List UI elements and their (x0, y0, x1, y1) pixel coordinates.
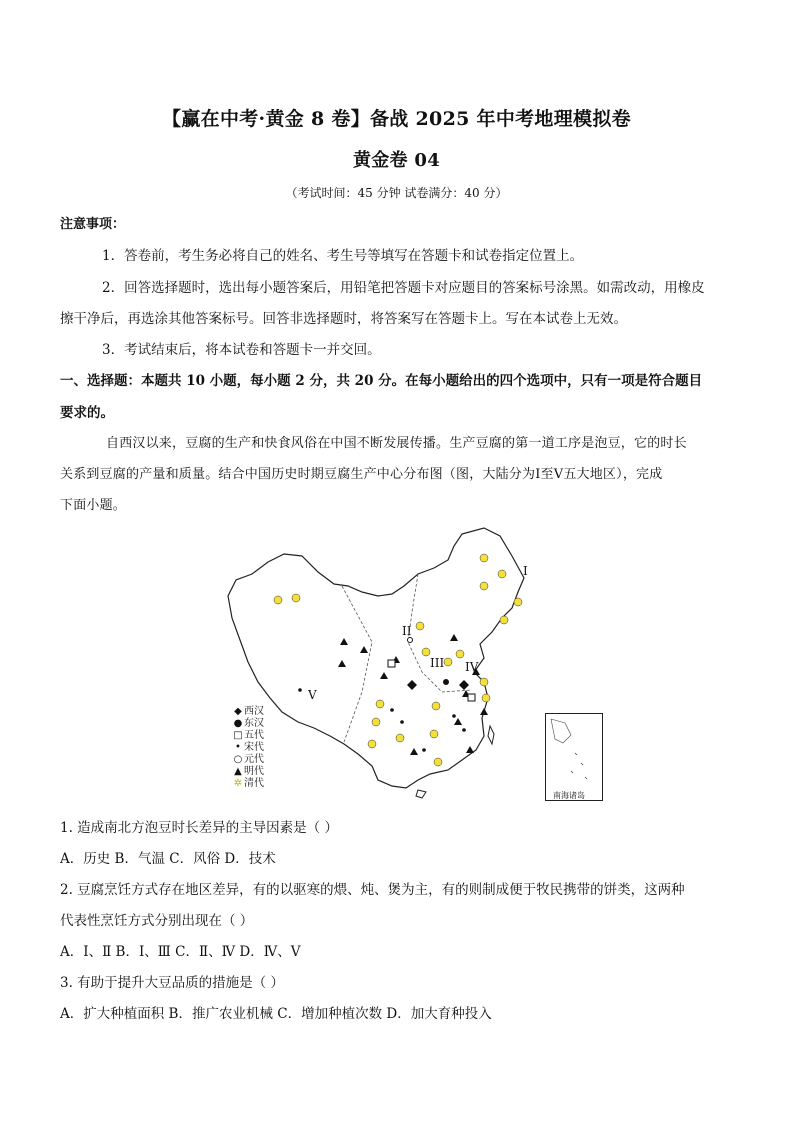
passage-line-1: 自西汉以来，豆腐的生产和快食风俗在中国不断发展传播。生产豆腐的第一道工序是泡豆，它的时长 (106, 436, 687, 451)
legend-item: □五代 (233, 730, 264, 741)
china-map (222, 522, 528, 808)
page-title: 【赢在中考·黄金 8 卷】备战 2025 年中考地理模拟卷 (162, 108, 631, 130)
song-dots (298, 688, 466, 752)
notes-heading: 注意事项： (60, 217, 126, 232)
region-label-ii: II (402, 624, 412, 638)
legend-item: ○ 元代 (233, 754, 264, 765)
legend-item: • 宋代 (235, 742, 264, 753)
question-1-stem: 1. 造成南北方泡豆时长差异的主导因素是（ ） (60, 820, 338, 836)
note-item-3: 3．考试结束后，将本试卷和答题卡一并交回。 (102, 342, 381, 358)
passage-line-3: 下面小题。 (60, 498, 127, 513)
region-label-iv: IV (465, 660, 479, 674)
note-item-2-cont: 擦干净后，再选涂其他答案标号。回答非选择题时，将答案写在答题卡上。写在本试卷上无效。 (60, 311, 627, 327)
xihan-diamonds (407, 680, 469, 690)
taiwan (488, 726, 494, 744)
exam-info: （考试时间：45 分钟 试卷满分：40 分） (285, 186, 508, 200)
region-label-v: V (308, 688, 317, 702)
legend-item: ◆ 西汉 (234, 706, 264, 717)
region-divider-2 (342, 586, 372, 742)
donghan-dots (443, 679, 449, 685)
legend-item: ✲ 清代 (233, 778, 264, 789)
passage-line-2: 关系到豆腐的产量和质量。结合中国历史时期豆腐生产中心分布图（图，大陆分为Ⅰ至Ⅴ五大地区），完成 (60, 467, 663, 482)
china-outline (228, 528, 524, 788)
inset-label: 南海诸岛 (553, 791, 585, 800)
question-1-options: A．历史 B．气温 C．风俗 D．技术 (60, 851, 276, 867)
legend-item: ▲ 明代 (234, 766, 264, 777)
region-label-i: I (523, 564, 528, 578)
page-subtitle: 黄金卷 04 (352, 150, 441, 171)
question-2-stem: 2. 豆腐烹饪方式存在地区差异，有的以驱寒的煨、炖、煲为主，有的则制成便于牧民携带的饼类，这两种 (60, 882, 685, 898)
hainan (416, 790, 426, 798)
question-2-options: A．Ⅰ、Ⅱ B．Ⅰ、Ⅲ C．Ⅱ、Ⅳ D．Ⅳ、Ⅴ (60, 944, 301, 960)
note-item-1: 1．答卷前，考生务必将自己的姓名、考生号等填写在答题卡和试卷指定位置上。 (102, 248, 584, 264)
section-heading-cont: 要求的。 (60, 405, 114, 421)
legend-item: ● 东汉 (233, 718, 264, 729)
region-label-iii: III (430, 656, 445, 670)
question-3-options: A．扩大种植面积 B．推广农业机械 C．增加种植次数 D．加大育种投入 (60, 1006, 492, 1022)
question-3-stem: 3. 有助于提升大豆品质的措施是（ ） (60, 975, 284, 991)
note-item-2: 2．回答选择题时，选出每小题答案后，用铅笔把答题卡对应题目的答案标号涂黑。如需改动，用橡皮 (102, 280, 705, 296)
south-china-sea-inset (545, 713, 603, 801)
region-divider (408, 574, 472, 692)
map-legend (232, 706, 264, 790)
yuan-circles (408, 638, 413, 643)
section-heading: 一、选择题：本题共 10 小题，每小题 2 分，共 20 分。在每小题给出的四个选项中，只有一项是符合题目 (60, 373, 703, 389)
question-2-stem-cont: 代表性烹饪方式分别出现在（ ） (60, 913, 254, 929)
